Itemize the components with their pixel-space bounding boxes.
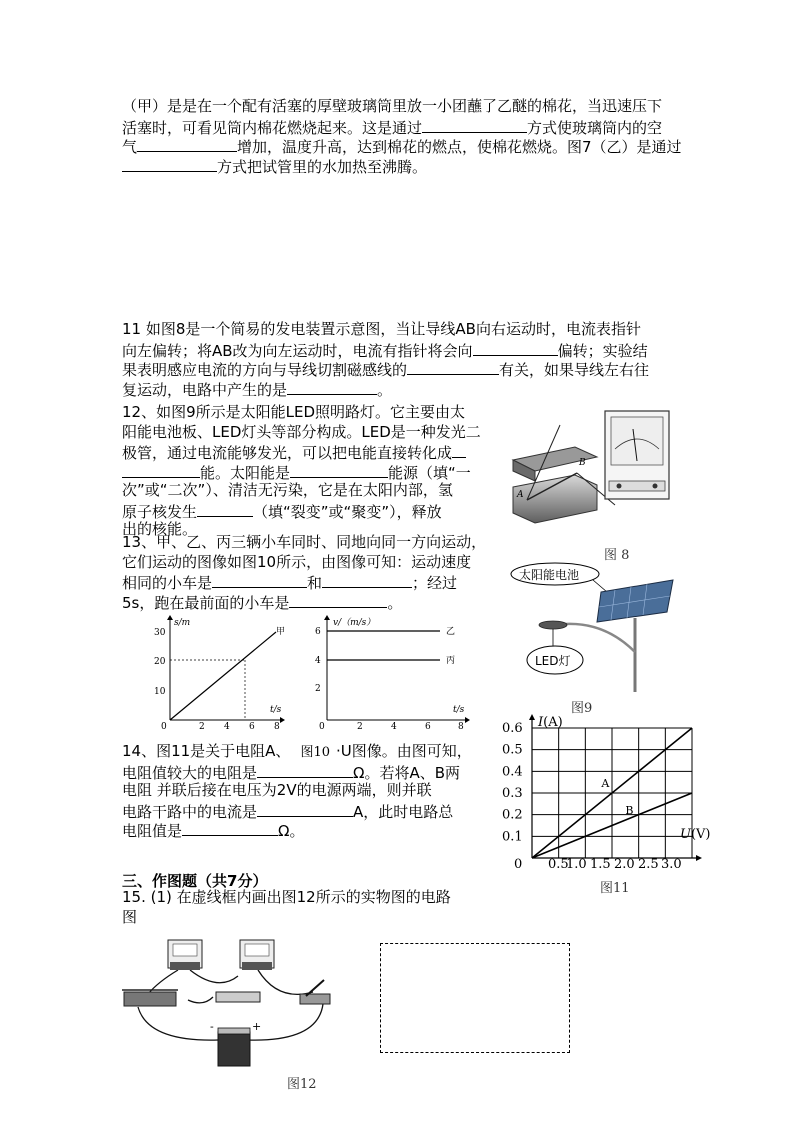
x-tick-label: 8 [458,722,464,730]
q13-paragraph [122,533,486,611]
q14-line2-a: 电阻值较大的电阻是 [122,763,258,782]
q10-line3-b: 增加，温度升高，达到棉花的燃点，使棉花燃烧。图7（乙）是通过 [237,138,682,156]
rheostat [124,992,176,1006]
q12-line1: 12、如图9所示是太阳能LED照明路灯。它主要由太 [122,403,466,421]
q10-line2-a: 活塞时，可看见筒内棉花燃烧起来。这是通过 [122,118,423,137]
fig8-label-b: B [579,458,586,468]
series-label-yi: 乙 [446,627,456,637]
y-tick-label: 0.1 [502,829,523,845]
meter-right-base [242,962,272,970]
q12-line3-a: 极管，通过电流能够发光，可以把电能直接转化成 [122,444,453,462]
series-label-bing: 丙 [446,656,456,666]
q11-line4-a: 复运动，电路中产生的是 [122,380,288,399]
lamp-arm [565,624,635,652]
answer-blank[interactable] [422,117,527,133]
y-tick-label: 20 [154,657,166,667]
solar-cell-label: 太阳能电池 [519,568,580,582]
battery-cap [218,1028,250,1034]
x-tick-label: 6 [425,722,431,730]
fig12-physical-circuit [118,932,358,1074]
q13-line3-b: 和 [307,574,323,592]
x-tick-label: 8 [274,722,280,730]
fig10-right-xlabel: t/s [453,705,465,715]
wire [258,970,313,994]
fig11-i-u-graph [498,710,720,872]
q12-line7: 出的核能。 [122,520,198,538]
q13-line4-b: 。 [387,593,403,612]
answer-blank[interactable] [257,762,353,778]
q14-line2-b: Ω。若将A、B两 [353,763,461,782]
answer-blank[interactable] [322,572,412,588]
fig10-left-xlabel: t/s [270,705,282,715]
answer-blank[interactable] [212,572,307,588]
solar-panel [597,580,673,622]
answer-blank[interactable] [289,592,387,608]
x-tick-label: 4 [391,722,397,730]
x-tick-label: 3.0 [661,857,682,872]
q12-paragraph [122,403,481,540]
q15-line2: 图 [122,907,138,926]
wire [190,970,238,983]
battery-plus-label: + [252,1020,262,1033]
x-tick-label: 2.0 [614,857,635,872]
fig10-s-t-graph [140,612,288,730]
y-tick-label: 0.3 [502,786,523,801]
fig8-label-a: A [517,490,524,500]
q14-line1-a: 14、图11是关于电阻A、 [122,742,291,760]
fig9-caption: 图9 [571,701,593,716]
series-line-jia [170,632,276,720]
q12-line6-b: （填“裂变”或“聚变”），释放 [253,502,442,521]
battery-minus-label: - [210,1020,214,1033]
q13-line1: 13、甲、乙、丙三辆小车同时、同地向同一方向运动， [122,533,487,551]
fig10-inline-caption: 图10 [300,745,330,760]
q10-line3-a: 气 [122,138,138,156]
answer-blank[interactable] [257,801,353,817]
fig10-right-ylabel: v/（m/s） [333,618,376,628]
q11-line1: 11 如图8是一个简易的发电装置示意图，当让导线AB向右运动时，电流表指针 [122,320,641,338]
q12-line5: 次”或“二次”）、清洁无污染，它是在太阳内部，氢 [122,481,453,499]
q10-line2-b: 方式使玻璃筒内的空 [527,118,663,137]
circuit-drawing-box[interactable] [380,943,570,1053]
q13-line4-a: 5s，跑在最前面的小车是 [122,593,290,612]
q11-line3-b: 有关，如果导线左右往 [499,361,650,379]
q11-paragraph [122,320,649,398]
answer-blank[interactable] [287,379,377,395]
y-tick-label: 4 [315,656,321,666]
fig11-caption: 图11 [600,881,630,896]
series-label-a: A [601,777,610,790]
q14-line1-c: ·U图像。由图可知， [335,742,472,760]
answer-blank[interactable] [407,359,499,375]
q15-paragraph [122,888,451,927]
meter-left-window [173,944,197,956]
terminal [653,484,658,489]
magnet-bottom [513,475,597,523]
battery [218,1032,250,1066]
answer-blank[interactable] [197,501,253,517]
x-tick-label: 0 [319,722,325,730]
q13-line3-c: ；经过 [412,574,458,592]
resistor [216,992,260,1002]
fig8-caption: 图 8 [604,548,630,563]
x-axis-label: U(V) [680,827,711,842]
q11-line4-b: 。 [377,380,393,399]
q11-line3-a: 果表明感应电流的方向与导线切割磁感线的 [122,361,408,379]
x-tick-label: 1.0 [566,857,587,872]
answer-blank[interactable] [473,340,558,356]
q14-line4-b: A，此时电路总 [353,802,454,821]
series-label-b: B [625,804,634,818]
q14-line5-a: 电阻值是 [122,822,183,840]
y-tick-label: 6 [315,627,321,637]
wire [138,1007,218,1040]
wire [188,997,213,1003]
q14-line3: 电阻 并联后接在电压为2V的电源两端，则并联 [122,781,432,799]
q11-line2-b: 偏转；实验结 [557,341,648,360]
x-tick-label: 4 [224,722,230,730]
q10-paragraph [122,97,682,175]
q12-line2: 阳能电池板、LED灯头等部分构成。LED是一种发光二 [122,422,481,441]
q11-line2-a: 向左偏转；将AB改为向左运动时，电流有指针将会向 [122,341,473,360]
x-tick-label: 0 [161,722,167,730]
fig10-left-ylabel: s/m [174,618,191,628]
q13-line3-a: 相同的小车是 [122,574,213,592]
q14-paragraph [122,742,472,840]
y-tick-label: 10 [154,687,166,697]
fig9-solar-led-lamp [505,562,675,694]
y-tick-label: 0.4 [502,764,523,780]
q12-line4-b: 能。太阳能是 [200,463,291,482]
q14-line5-b: Ω。 [278,822,305,840]
answer-blank[interactable] [122,462,200,478]
y-tick-label: 0.2 [502,807,523,823]
x-tick-label: 6 [249,722,255,730]
terminal [617,484,622,489]
fig10-v-t-graph [305,612,480,730]
q15-line1: 15. (1) 在虚线框内画出图12所示的实物图的电路 [122,888,451,906]
answer-blank[interactable] [452,442,466,458]
x-tick-label: 2 [199,722,205,730]
y-axis-label: I(A) [538,715,563,730]
x-tick-label: 2.5 [638,857,659,872]
x-tick-label: 2 [357,722,363,730]
q13-line2: 它们运动的图像如图10所示，由图像可知：运动速度 [122,552,472,571]
x-tick-label: 0 [514,857,523,872]
answer-blank[interactable] [290,462,388,478]
section-heading: 三、作图题（共7分） [122,872,268,890]
y-tick-label: 30 [154,628,166,638]
meter-right-window [245,944,269,956]
y-tick-label: 2 [315,684,321,694]
switch-base [300,994,330,1004]
q12-line6-a: 原子核发生 [122,502,198,521]
lamp-head [539,621,567,629]
answer-blank[interactable] [137,136,237,152]
fig8-generator-apparatus [505,405,675,540]
pointer-line [593,580,607,592]
q14-line4-a: 电路干路中的电流是 [122,802,258,821]
meter-left-base [170,962,200,970]
answer-blank[interactable] [122,156,217,172]
led-lamp-label: LED灯 [535,654,571,668]
q10-line1: （甲）是是在一个配有活塞的厚壁玻璃筒里放一小团蘸了乙醚的棉花，当迅速压下 [122,97,663,115]
x-tick-label: 1.5 [590,857,611,872]
fig12-caption: 图12 [287,1077,317,1092]
q12-line4-c: 能源（填“一 [388,463,471,482]
q10-line4-b: 方式把试管里的水加热至沸腾。 [217,157,428,176]
y-tick-label: 0.6 [502,721,523,736]
series-label-jia: 甲 [276,627,286,637]
answer-blank[interactable] [182,820,278,836]
x-tick-label: 0.5 [548,857,569,872]
y-tick-label: 0.5 [502,742,523,758]
